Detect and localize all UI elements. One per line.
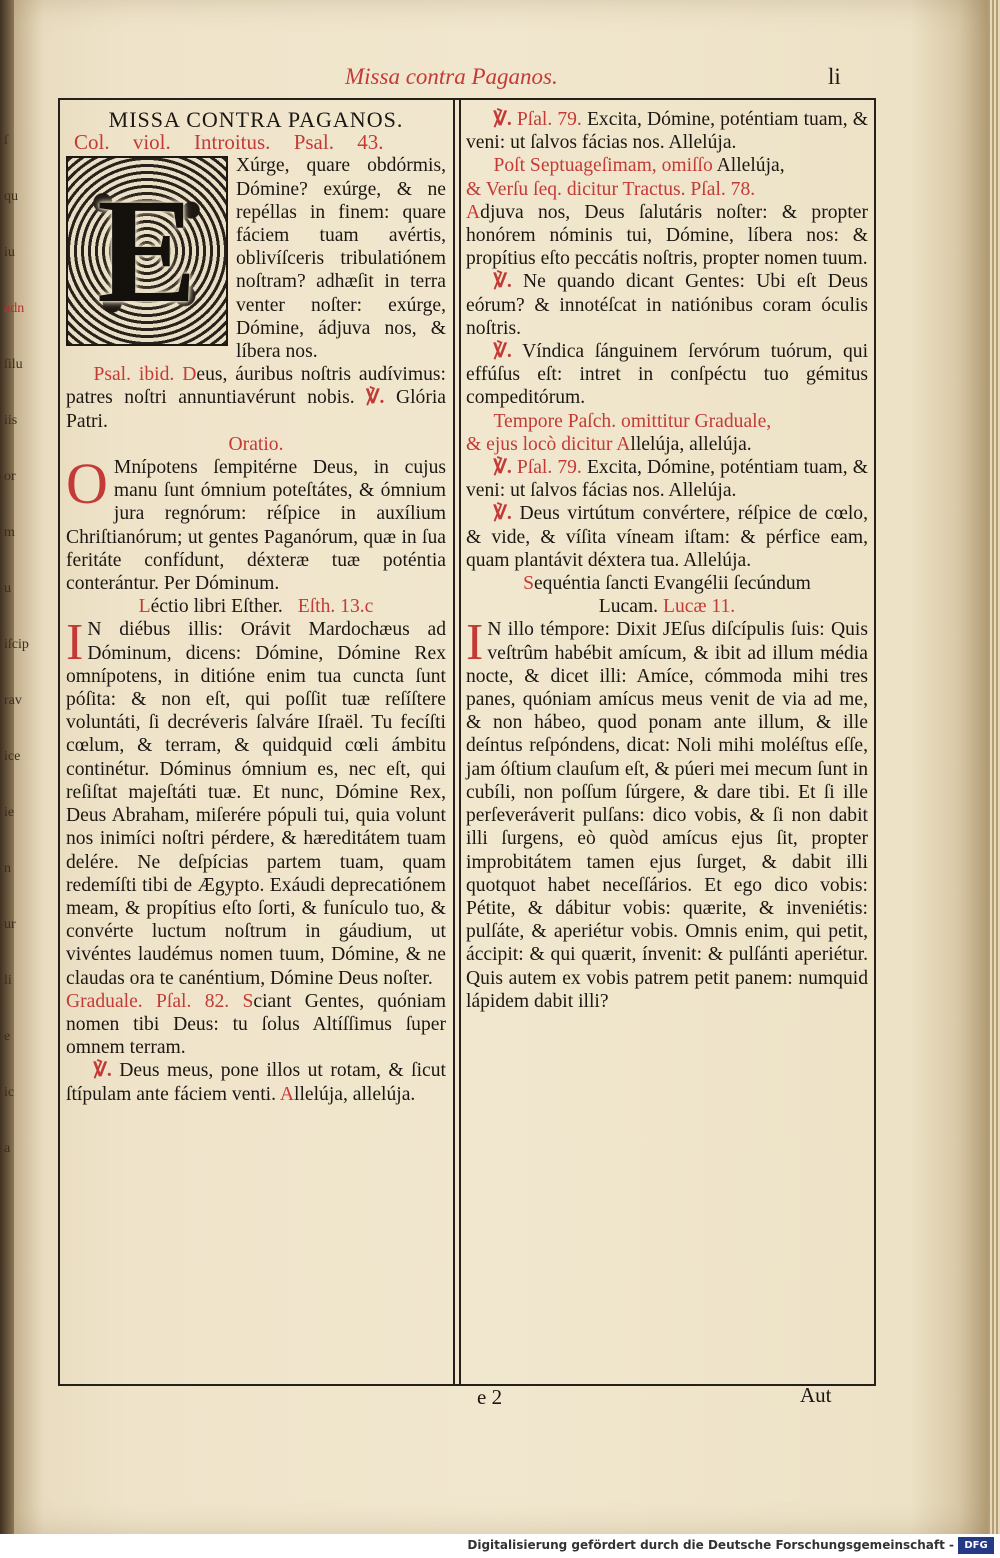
prev-page-fragment: n (4, 861, 11, 876)
introit-text: Xúrge, quare obdórmis, Dómine? exúrge, & ne repéllas in finem: quare fáciem tuam avértis, oblivíſceris tribulatiónem noſtram? adhæſit in terra venter noſter: exúrge, Dómine, ádjuva nos, & líbera nos. (236, 155, 446, 363)
rubric-text: Poſt Septuageſimam, omiſſo (493, 155, 713, 177)
prev-page-fragment: e (4, 1029, 11, 1044)
ornament-block (66, 156, 228, 346)
ornamental-initial (66, 156, 228, 346)
column-rule-right (459, 100, 461, 1384)
tract-initial: A (466, 201, 481, 223)
psalm-text: eus, áuribus noſtris audívimus: patres noſtri annuntiavérunt nobis. (66, 364, 446, 409)
dfg-logo: DFG (958, 1537, 994, 1554)
gospel-heading-text: equéntia ſancti Evangélii ſecúndum (533, 573, 811, 595)
signature-mark: e 2 (477, 1385, 503, 1409)
prev-page-fragment: ſ (4, 133, 8, 148)
gospel-heading-initial: S (523, 573, 534, 595)
prev-page-fragment: u (4, 581, 11, 596)
station: Col. viol. (74, 130, 171, 155)
introit-rubric (74, 131, 446, 154)
verse-ref: Pſal. 79. (516, 457, 582, 479)
graduale-initial: S (242, 990, 254, 1012)
introit-paragraph (66, 154, 446, 363)
prev-page-fragment: ſilu (4, 357, 23, 372)
psalm-ref: Psal. ibid. (93, 364, 175, 386)
prev-page-fragment: rav (4, 693, 22, 708)
versicle-symbol: ℣. (493, 503, 512, 525)
alleluia-verse-5 (466, 502, 868, 572)
rubric-alleluia (466, 433, 868, 456)
verse-text: Ne quando dicant Gentes: Ubi eſt Deus eórum? & innotéſcat in natiónibus coram óculis noſtris. (466, 271, 868, 339)
graduale-ref: Graduale. Pſal. 82. (66, 990, 230, 1012)
prev-page-fragment: iu (4, 245, 15, 260)
prev-page-fragment: iis (4, 413, 18, 428)
tract-verse-3 (466, 340, 868, 410)
alleluia-verse-4 (466, 456, 868, 502)
lectio-heading: éctio libri Eſther. (150, 596, 283, 618)
running-head-title: Missa contra Paganos. (345, 64, 558, 89)
tract-paragraph (466, 201, 868, 271)
graduale-text: ciant Gentes, quóniam nomen tibi Deus: tu ſolus Altíſſimus ſuper omnem terram. (66, 990, 446, 1059)
rubric-black-text: Allelúja, (716, 155, 785, 177)
lectio-drop-initial: I (66, 614, 84, 672)
column-rule-left (453, 100, 455, 1384)
digitization-bar (0, 1534, 1000, 1558)
running-head (0, 64, 1000, 98)
gospel-ref: Lucæ 11. (663, 596, 736, 618)
rubric-paschal: Tempore Paſch. omittitur Graduale, (493, 410, 772, 432)
gospel-text: N illo témpore: Dixit JEſus diſcípulis ſuis: Quis veſtrûm habébit amícum, & ibit ad illum média nocte, & dicet illi: Amíce, cómmoda mihi tres panes, quóniam amícus meus venit de via ad me, & non hábeo, quod ponam ante illum, & ille deíntus reſpóndens, dicat: Noli mihi moléſtus eſſe, jam óſtium clauſum eſt, & púeri mei mecum ſunt in cubíli, non poſſum ſúrgere, & dare tibi. Et ſi ille perſeveráverit pulſans: dico vobis, & ſi non dabit illi ſurgens, eò quòd amícus ejus ſit, propter improbitátem tamen ejus ſurget, & dabit illi quotquot habet neceſſários. Et ego dico vobis: Pétite, & dábitur vobis: quærite, & inveniétis: pulſáte, & aperiétur vobis. Omnis enim, qui petit, áccipit: & qui quærit, ínvenit: & pulſánti aperiétur. Quis autem ex vobis patrem petit panem: numquid lápidem dabit illi? (466, 619, 868, 1012)
prev-page-fragment: ur (4, 917, 16, 932)
frame-right-rule (874, 100, 876, 1384)
rubric-text: & ejus locò dicitur (466, 433, 613, 455)
versicle-symbol: ℣. (493, 457, 512, 479)
prev-page-fragment: ice (4, 749, 21, 764)
gospel-heading-2 (466, 595, 868, 618)
prev-page-fragment: or (4, 469, 16, 484)
oratio-text: Mnípotens ſempitérne Deus, in cujus manu ſunt ómnium poteſtátes, & ómnium jura regnórum: réſpice in auxílium Chriſtianórum; ut gentes Paganórum, quæ in ſua feritáte confídunt, déxteræ tuæ poténtia conterántur. Per Dóminum. (66, 457, 446, 595)
psalm-initial: D (182, 364, 197, 386)
previous-page-fragments (0, 0, 29, 1534)
frame-left-rule (58, 100, 60, 1384)
prev-page-fragment: ie (4, 805, 15, 820)
verse-text: Víndica ſánguinem ſervórum tuórum, qui effúſus eſt: intret in conſpéctu tuo gémitus compeditórum. (466, 341, 869, 409)
rubric-black-text: llelúja, allelúja. (630, 433, 752, 455)
oratio-heading: Oratio. (228, 433, 284, 455)
gospel-drop-initial: I (466, 614, 484, 672)
alleluia-initial: A (279, 1083, 294, 1105)
folio-number: li (828, 64, 841, 89)
prev-page-fragment: a (4, 1141, 11, 1156)
gospel-heading-text-2: Lucam. (598, 596, 659, 618)
oratio-drop-initial: O (66, 451, 108, 517)
lectio-heading-line (66, 595, 446, 618)
introitus-ref: Psal. 43. (293, 130, 384, 155)
alleluia-text: llelúja, allelúja. (294, 1083, 416, 1105)
psalm-paragraph (66, 363, 446, 433)
versicle-symbol: ℣. (93, 1060, 112, 1082)
lectio-text: N diébus illis: Orávit Mardochæus ad Dóminum, dicens: Dómine, Dómine Rex omnípotens, in ditióne enim tua cuncta ſunt póſita: & non eſt, qui poſſit tuæ reſíſtere voluntáti, ſi decréveris ſalváre Iſraël. Tu fecíſti cœlum, & terram, & quidquid cœli ámbitu continétur. Dóminus ómnium es, nec eſt, qui reſiſtat majeſtáti tuæ. Et nunc, Dómine Rex, Deus Abraham, miſerére pópuli tui, quia volunt nos inimíci noſtri pérdere, & hæreditátem tuam delére. Ne deſpícias partem tuam, quam redemíſti tibi de Ægypto. Exáudi deprecatiónem meam, & propítius eſto ſorti, & funículo tuo, & convérte luctum noſtrum in gáudium, ut vivéntes laudémus nomen tuum, Dómine, & ne claudas ora te canéntium, Dómine Deus noſter. (66, 619, 446, 989)
prev-page-fragment: ic (4, 1085, 15, 1100)
versicle-symbol: ℣. (366, 387, 385, 409)
lectio-initial: L (138, 596, 151, 618)
alleluia-verse-1 (466, 108, 868, 154)
graduale-paragraph (66, 990, 446, 1060)
rubric-tractus: & Verſu ſeq. dicitur Tractus. Pſal. 78. (466, 178, 756, 200)
gospel-heading (466, 572, 868, 595)
left-column (66, 108, 446, 1380)
prev-page-fragment: iſcip (4, 637, 29, 652)
versicle-symbol: ℣. (493, 109, 512, 130)
catchword: Aut (800, 1383, 832, 1407)
rubric-initial: A (616, 433, 631, 455)
graduale-versicle (66, 1059, 446, 1105)
prev-page-fragment: adn (4, 301, 25, 316)
versicle-symbol: ℣. (493, 341, 512, 363)
prev-page-fragment: qu (4, 189, 18, 204)
verse-ref: Pſal. 79. (516, 109, 582, 130)
gloria-patri: Glória Patri. (66, 387, 446, 432)
prev-page-fragment: m (4, 525, 15, 540)
lectio-ref: Eſth. 13.c (297, 596, 374, 618)
verse-text: Excita, Dómine, poténtiam tuam, & veni: ut ſalvos fácias nos. Allelúja. (466, 457, 868, 502)
mass-heading: MISSA CONTRA PAGANOS. (108, 107, 404, 132)
page-edges (988, 0, 1000, 1534)
gospel-paragraph (466, 614, 868, 1012)
tract-text: djuva nos, Deus ſalutáris noſter: & propter honórem nóminis tui, Dómine, líbera nos: & propítius eſto peccátis noſtris, propter nomen tuum. (466, 201, 868, 270)
verse-text: Excita, Dómine, poténtiam tuam, & veni: ut ſalvos fácias nos. Allelúja. (466, 109, 868, 154)
rubric-septuagesima (466, 154, 868, 177)
introitus-label: Introitus. (194, 130, 271, 155)
tract-verse-2 (466, 270, 868, 340)
ornamental-initial-letter: E (96, 168, 198, 335)
prev-page-fragment: li (4, 973, 12, 988)
verse-text: Deus virtútum convértere, réſpice de cœlo, & vide, & víſita víneam iſtam: & pérfice eam, quam plantávit déxtera tua. Allelúja. (466, 503, 868, 571)
right-column (466, 108, 868, 1380)
lectio-paragraph (66, 614, 446, 989)
digitization-note: Digitalisierung gefördert durch die Deutsche Forschungsgemeinschaft - (467, 1538, 954, 1552)
versicle-symbol: ℣. (493, 271, 512, 293)
oratio-paragraph (66, 451, 446, 595)
graduale-versicle-text: Deus meus, pone illos ut rotam, & ſicut ſtípulam ante fáciem venti. (66, 1060, 446, 1105)
